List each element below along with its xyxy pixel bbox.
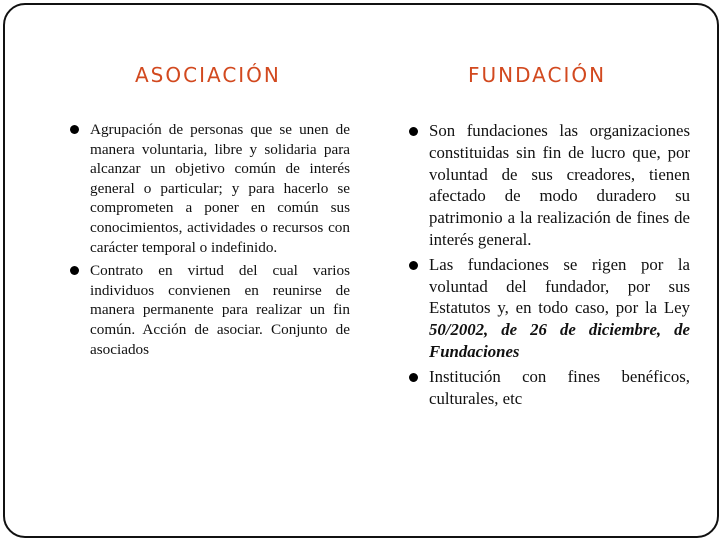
list-item-text: Contrato en virtud del cual varios individuos convienen en reunirse de manera permanente para realizar un fin común. Acción de asociar. Conjunto de asociados bbox=[90, 262, 350, 358]
bullet-icon bbox=[70, 266, 79, 275]
list-item-text: Las fundaciones se rigen por la voluntad del fundador, por sus Estatutos y, en todo caso, por la Ley bbox=[429, 254, 690, 318]
list-item bbox=[68, 261, 350, 359]
fundacion-list bbox=[407, 120, 690, 412]
list-item bbox=[407, 366, 690, 410]
law-reference: 50/2002, de 26 de diciembre, de Fundaciones bbox=[429, 320, 690, 361]
asociacion-heading: ASOCIACIÓN bbox=[135, 63, 281, 87]
bullet-icon bbox=[70, 125, 79, 134]
list-item-text: Institución con fines benéficos, culturales, etc bbox=[429, 366, 690, 408]
list-item-text: Son fundaciones las organizaciones constituidas sin fin de lucro que, por voluntad de sus creadores, tienen afectado de modo duradero su patrimonio a la realización de fines de interés general. bbox=[429, 121, 690, 249]
slide bbox=[3, 3, 719, 538]
bullet-icon bbox=[409, 127, 418, 136]
list-item bbox=[68, 120, 350, 257]
bullet-icon bbox=[409, 261, 418, 270]
list-item bbox=[407, 254, 690, 363]
asociacion-list bbox=[68, 120, 350, 363]
list-item-text: Agrupación de personas que se unen de manera voluntaria, libre y solidaria para alcanzar un objetivo común de interés general o particular; y para hacerlo se comprometen a poner en común sus conocimientos, actividades o recursos con carácter temporal o indefinido. bbox=[90, 121, 350, 256]
bullet-icon bbox=[409, 373, 418, 382]
list-item bbox=[407, 120, 690, 251]
fundacion-heading: FUNDACIÓN bbox=[468, 63, 607, 87]
